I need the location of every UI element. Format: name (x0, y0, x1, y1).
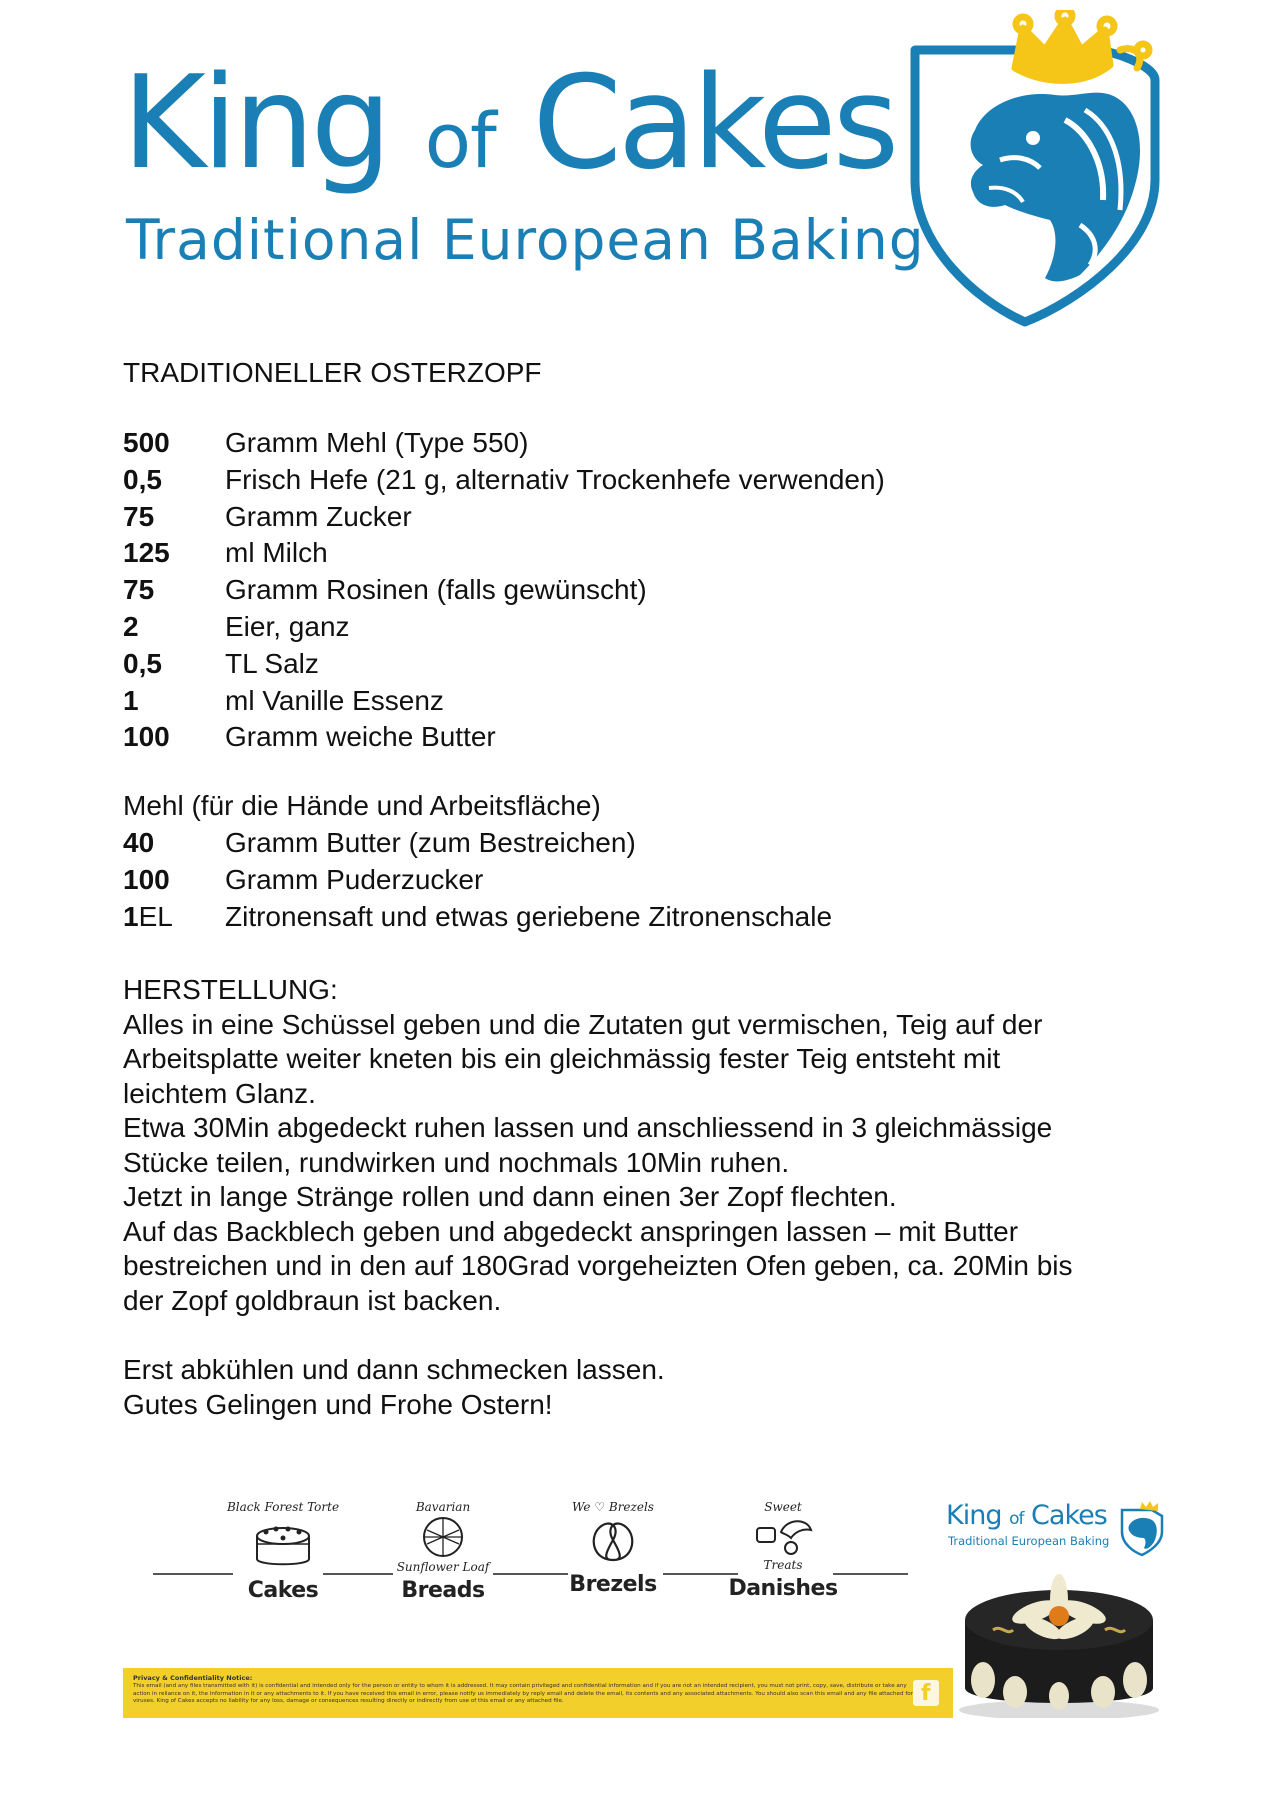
divider (833, 1573, 908, 1575)
ingredient-text: Frisch Hefe (21 g, alternativ Trockenhefe verwenden) (225, 463, 885, 495)
ingredient-qty: 100 (123, 863, 170, 895)
ingredient-text: ml Vanille Essenz (225, 684, 444, 716)
method-line: bestreichen und in den auf 180Grad vorgeheizten Ofen geben, ca. 20Min bis (123, 1250, 1073, 1282)
method-line: Stücke teilen, rundwirken und nochmals 10Min ruhen. (123, 1146, 790, 1178)
ingredient-text: Gramm weiche Butter (225, 721, 496, 753)
ingredient-row (123, 535, 1183, 572)
footer-brand-logo (936, 1500, 1166, 1560)
cake-icon (248, 1514, 318, 1574)
product-brezels[interactable] (553, 1500, 673, 1597)
ingredient-row (123, 683, 1183, 720)
product-breads[interactable] (383, 1500, 503, 1603)
ingredient-row (123, 825, 1183, 862)
product-script-top: Sweet (764, 1500, 802, 1514)
ingredient-qty: 100 (123, 721, 170, 753)
ingredient-qty: 0,5 (123, 463, 162, 495)
ingredient-text: Gramm Rosinen (falls gewünscht) (225, 574, 647, 606)
ingredient-qty-number: 1 (123, 900, 139, 932)
closing-line: Gutes Gelingen und Frohe Ostern! (123, 1389, 553, 1421)
ingredient-row (123, 425, 1183, 462)
spacer (123, 756, 1183, 788)
brand-tagline: Traditional European Baking (126, 208, 925, 272)
pretzel-icon (583, 1514, 643, 1568)
ingredient-text: Gramm Puderzucker (225, 863, 484, 895)
product-label: Danishes (728, 1576, 838, 1601)
privacy-notice-title: Privacy & Confidentiality Notice: (133, 1674, 253, 1682)
ingredient-qty: 2 (123, 610, 139, 642)
topping-list (123, 825, 1183, 935)
product-script-top: Black Forest Torte (226, 1500, 340, 1514)
method-line: leichtem Glanz. (123, 1077, 316, 1109)
divider (153, 1573, 233, 1575)
brand-logo-wordmark (122, 49, 896, 198)
product-label: Brezels (569, 1572, 657, 1597)
ingredient-row (123, 899, 1183, 936)
ingredient-text: Gramm Zucker (225, 500, 412, 532)
ingredient-text: TL Salz (225, 647, 319, 679)
ingredient-qty (123, 899, 225, 936)
facebook-icon[interactable]: f (913, 1680, 939, 1706)
pastry-icon (751, 1514, 815, 1558)
lion-crest-icon (905, 10, 1170, 330)
method-title: HERSTELLUNG: (123, 974, 338, 1006)
method-section (123, 973, 1183, 1318)
brand-name-king: King (122, 49, 388, 198)
brand-name-cakes: Cakes (532, 49, 896, 198)
privacy-notice-band (123, 1668, 953, 1718)
footer-brand-of: of (1009, 1509, 1024, 1529)
method-line: Auf das Backblech geben und abgedeckt anspringen lassen – mit Butter (123, 1215, 1019, 1247)
recipe-title: TRADITIONELLER OSTERZOPF (123, 357, 542, 388)
method-line: Jetzt in lange Stränge rollen und dann einen 3er Zopf flechten. (123, 1181, 897, 1213)
recipe-content (123, 355, 1183, 1422)
footer-brand-tagline: Traditional European Baking (948, 1534, 1110, 1548)
ingredient-row (123, 462, 1183, 499)
closing-section (123, 1352, 1183, 1422)
product-label: Cakes (247, 1578, 319, 1603)
ingredient-row (123, 572, 1183, 609)
brand-name-of: of (424, 96, 496, 185)
ingredient-text: Gramm Butter (zum Bestreichen) (225, 826, 636, 858)
product-script-top: Bavarian (415, 1500, 471, 1514)
ingredient-qty-unit: EL (138, 900, 173, 932)
product-script-top: We ♡ Brezels (572, 1500, 654, 1514)
header (0, 0, 1280, 330)
closing-line: Erst abkühlen und dann schmecken lassen. (123, 1354, 665, 1386)
cake-photo-image (953, 1560, 1165, 1718)
method-line: Alles in eine Schüssel geben und die Zutaten gut vermischen, Teig auf der (123, 1008, 1043, 1040)
ingredient-row (123, 499, 1183, 536)
product-cakes[interactable] (223, 1500, 343, 1603)
ingredient-qty: 0,5 (123, 647, 162, 679)
footer-brand-name (946, 1500, 1107, 1531)
ingredient-row (123, 646, 1183, 683)
ingredient-row (123, 862, 1183, 899)
topping-intro: Mehl (für die Hände und Arbeitsfläche) (123, 790, 601, 822)
ingredient-qty: 125 (123, 537, 170, 569)
method-line: Arbeitsplatte weiter kneten bis ein gleichmässig fester Teig entsteht mit (123, 1043, 1001, 1075)
ingredient-qty: 40 (123, 826, 155, 858)
product-label: Breads (401, 1578, 485, 1603)
lion-crest-icon (1118, 1500, 1166, 1558)
ingredient-text: Gramm Mehl (Type 550) (225, 427, 529, 458)
footer-banner (123, 1480, 1165, 1718)
ingredient-text: Zitronensaft und etwas geriebene Zitronenschale (225, 900, 833, 932)
ingredient-text: Eier, ganz (225, 610, 350, 642)
footer-brand-king: King (946, 1500, 1002, 1531)
product-script-bottom: Treats (763, 1558, 803, 1572)
ingredient-qty: 75 (123, 574, 155, 606)
product-danishes[interactable] (723, 1500, 843, 1601)
method-line: der Zopf goldbraun ist backen. (123, 1284, 502, 1316)
ingredient-qty: 1 (123, 684, 139, 716)
product-script-bottom: Sunflower Loaf (396, 1560, 490, 1574)
product-categories (153, 1500, 1033, 1650)
bread-icon (413, 1514, 473, 1560)
footer-brand-cakes: Cakes (1031, 1500, 1107, 1531)
ingredient-qty: 500 (123, 427, 170, 458)
ingredient-row (123, 719, 1183, 756)
privacy-notice-text: This email (and any files transmitted with it) is confidential and intended only for the person or entity to whom it is addressed. It may contain privileged and confidential information and if you are not an intended recipient, you must not print, copy, save, distribute or take any action in reliance on it, the information in it or any attachments to it. If you have received this email in error, please notify us immediately by reply email and delete the email, its contents and any associated attachments. You should also scan this email and any file attached for viruses. King of Cakes accepts no liability for any loss, damage or consequences resulting directly or indirectly from use of this email or any attached file. (133, 1683, 914, 1704)
ingredient-list (123, 425, 1183, 756)
ingredient-row (123, 609, 1183, 646)
method-line: Etwa 30Min abgedeckt ruhen lassen und anschliessend in 3 gleichmässige (123, 1112, 1053, 1144)
ingredient-qty: 75 (123, 500, 155, 532)
ingredient-text: ml Milch (225, 537, 328, 569)
